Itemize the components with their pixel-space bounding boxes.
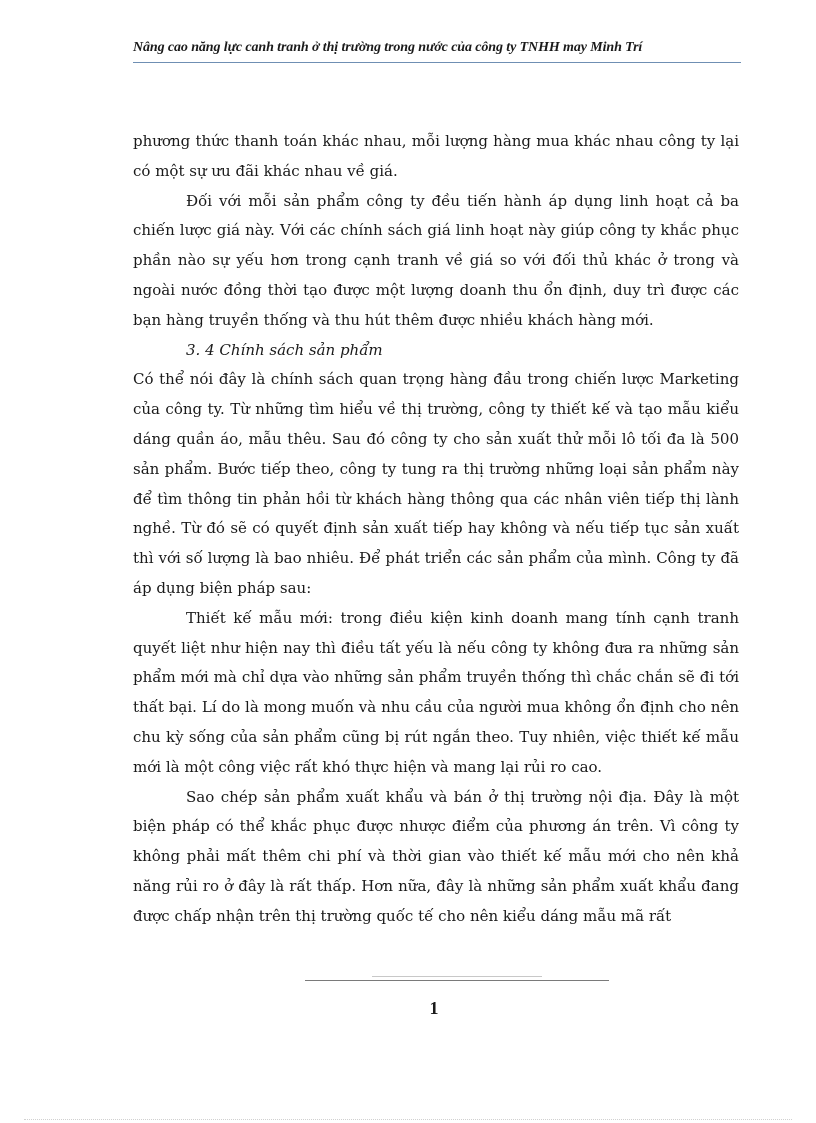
header-divider: [133, 62, 741, 63]
paragraph-price-strategy: Đối với mỗi sản phẩm công ty đều tiến hành áp dụng linh hoạt cả ba chiến lược giá này. Với các chính sách giá linh hoạt này giúp công ty khắc phục phần nào sự yếu hơn trong cạnh tranh về giá so với đối thủ khác ở trong và ngoài nước đồng thời tạo được một lượng doanh thu ổn định, duy trì được các bạn hàng truyền thống và thu hút thêm được nhiều khách hàng mới.: [133, 191, 739, 329]
footer-divider-inner: [372, 976, 542, 977]
page-number: 1: [429, 998, 439, 1018]
paragraph-product-policy: Có thể nói đây là chính sách quan trọng hàng đầu trong chiến lược Marketing của công ty. Từ những tìm hiểu về thị trường, công ty thiết kế và tạo mẫu kiểu dáng quần áo, mẫu thêu. Sau đó công ty cho sản xuất thử mỗi lô tối đa là 500 sản phẩm. Bước tiếp theo, công ty tung ra thị trường những loại sản phẩm này để tìm thông tin phản hồi từ khách hàng thông qua các nhân viên tiếp thị lành nghề. Từ đó sẽ có quyết định sản xuất tiếp hay không và nếu tiếp tục sản xuất thì với số lượng là bao nhiêu. Để phát triển các sản phẩm của mình. Công ty đã áp dụng biện pháp sau:: [133, 370, 739, 597]
section-heading-product-policy: 3. 4 Chính sách sản phẩm: [186, 340, 383, 359]
running-header-title: Nâng cao năng lực canh tranh ở thị trường trong nước của công ty TNHH may Minh Trí: [133, 40, 643, 55]
paragraph-new-design: Thiết kế mẫu mới: trong điều kiện kinh doanh mang tính cạnh tranh quyết liệt như hiện nay thì điều tất yếu là nếu công ty không đưa ra những sản phẩm mới mà chỉ dựa vào những sản phẩm truyền thống thì chắc chắn sẽ đi tới thất bại. Lí do là mong muốn và nhu cầu của người mua không ổn định cho nên chu kỳ sống của sản phẩm cũng bị rút ngắn theo. Tuy nhiên, việc thiết kế mẫu mới là một công việc rất khó thực hiện và mang lại rủi ro cao.: [133, 608, 739, 776]
footer-divider: [305, 980, 609, 981]
document-body: [133, 127, 739, 932]
paragraph-copy-export: Sao chép sản phẩm xuất khẩu và bán ở thị trường nội địa. Đây là một biện pháp có thể khắc phục được nhược điểm của phương án trên. Vì công ty không phải mất thêm chi phí và thời gian vào thiết kế mẫu mới cho nên khả năng rủi ro ở đây là rất thấp. Hơn nữa, đây là những sản phẩm xuất khẩu đang được chấp nhận trên thị trường quốc tế cho nên kiểu dáng mẫu mã rất: [133, 787, 739, 925]
page-edge-line: [24, 1119, 792, 1120]
paragraph-continuation: phương thức thanh toán khác nhau, mỗi lượng hàng mua khác nhau công ty lại có một sự ưu đãi khác nhau về giá.: [133, 132, 739, 180]
